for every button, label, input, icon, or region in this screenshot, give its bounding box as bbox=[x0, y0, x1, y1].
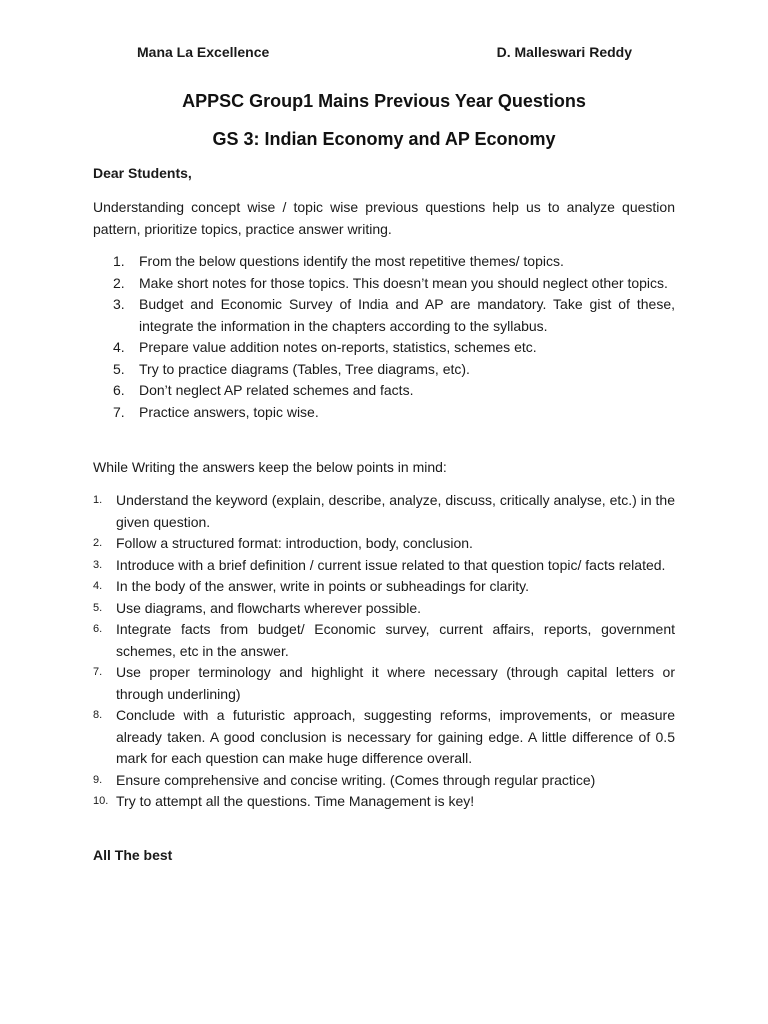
list-item-number: 2. bbox=[113, 274, 125, 291]
list-item-number: 6. bbox=[93, 623, 103, 635]
document-title: APPSC Group1 Mains Previous Year Questions bbox=[182, 91, 586, 111]
header-right: D. Malleswari Reddy bbox=[496, 44, 632, 60]
greeting: Dear Students, bbox=[93, 165, 192, 181]
list-item-text: From the below questions identify the most repetitive themes/ topics. bbox=[139, 253, 564, 269]
list-item bbox=[93, 770, 675, 792]
list-item-number: 4. bbox=[93, 580, 103, 592]
list-item-number: 5. bbox=[113, 360, 125, 377]
list-item-number: 4. bbox=[113, 339, 125, 355]
list-item-number: 2. bbox=[93, 537, 103, 549]
list-item-text: Make short notes for those topics. This doesn’t mean you should neglect other topics. bbox=[139, 274, 668, 291]
list-item-text: Use diagrams, and flowcharts wherever possible. bbox=[116, 599, 422, 616]
list-item-number: 8. bbox=[93, 709, 103, 721]
list-item bbox=[93, 705, 675, 770]
list-item bbox=[93, 273, 675, 295]
list-item bbox=[93, 251, 675, 273]
list-item-text: Don’t neglect AP related schemes and facts. bbox=[139, 382, 414, 398]
answer-writing-list bbox=[93, 490, 675, 813]
list-item-number: 7. bbox=[113, 403, 125, 420]
list-item-text: Follow a structured format: introduction, body, conclusion. bbox=[116, 535, 473, 551]
list-item-number: 5. bbox=[93, 601, 103, 614]
list-item-number: 10. bbox=[93, 795, 109, 807]
list-item bbox=[93, 576, 675, 598]
list-item-number: 3. bbox=[113, 296, 125, 312]
list-item-number: 6. bbox=[113, 382, 125, 398]
list-item-text: In the body of the answer, write in points or subheadings for clarity. bbox=[116, 578, 529, 594]
list-item-text: Introduce with a brief definition / current issue related to that question topic/ facts related. bbox=[116, 556, 666, 573]
list-item bbox=[93, 533, 675, 555]
list-item-text: Budget and Economic Survey of India and AP are mandatory. Take gist of these, integrate the information in the chapters according to the syllabus. bbox=[139, 296, 675, 334]
list-item-text: Understand the keyword (explain, describe, analyze, discuss, critically analyse, etc.) in the given question. bbox=[116, 492, 675, 530]
list-item bbox=[93, 555, 675, 577]
list-item bbox=[93, 619, 675, 662]
document-subtitle: GS 3: Indian Economy and AP Economy bbox=[212, 129, 556, 149]
list-item bbox=[93, 791, 675, 813]
list-item-text: Prepare value addition notes on-reports, statistics, schemes etc. bbox=[139, 339, 537, 355]
list-item-text: Try to practice diagrams (Tables, Tree diagrams, etc). bbox=[139, 360, 470, 377]
list-item-text: Use proper terminology and highlight it where necessary (through capital letters or through underlining) bbox=[116, 664, 675, 702]
guidance-list bbox=[93, 251, 675, 423]
page-header bbox=[137, 44, 632, 60]
list-item-text: Conclude with a futuristic approach, suggesting reforms, improvements, or measure already taken. A good conclusion is necessary for gaining edge. A little difference of 0.5 mark for each question can make huge difference overall. bbox=[116, 707, 675, 766]
list-item bbox=[93, 337, 675, 359]
list-item-text: Practice answers, topic wise. bbox=[139, 403, 319, 420]
answer-writing-heading: While Writing the answers keep the below points in mind: bbox=[93, 459, 447, 475]
list-item bbox=[93, 294, 675, 337]
list-item bbox=[93, 402, 675, 424]
header-left: Mana La Excellence bbox=[137, 44, 270, 60]
list-item-text: Ensure comprehensive and concise writing. (Comes through regular practice) bbox=[116, 771, 596, 788]
list-item bbox=[93, 380, 675, 402]
list-item-text: Integrate facts from budget/ Economic survey, current affairs, reports, government schemes, etc in the answer. bbox=[116, 621, 675, 659]
list-item-text: Try to attempt all the questions. Time Management is key! bbox=[116, 793, 475, 809]
closing-line: All The best bbox=[93, 847, 173, 863]
list-item bbox=[93, 598, 675, 620]
list-item-number: 1. bbox=[113, 253, 125, 269]
list-item-number: 1. bbox=[93, 494, 103, 506]
list-item bbox=[93, 662, 675, 705]
list-item-number: 9. bbox=[93, 773, 103, 786]
list-item-number: 7. bbox=[93, 666, 103, 678]
intro-paragraph: Understanding concept wise / topic wise previous questions help us to analyze question pattern, prioritize topics, practice answer writing. bbox=[93, 199, 675, 237]
list-item-number: 3. bbox=[93, 558, 103, 571]
list-item bbox=[93, 359, 675, 381]
list-item bbox=[93, 490, 675, 533]
